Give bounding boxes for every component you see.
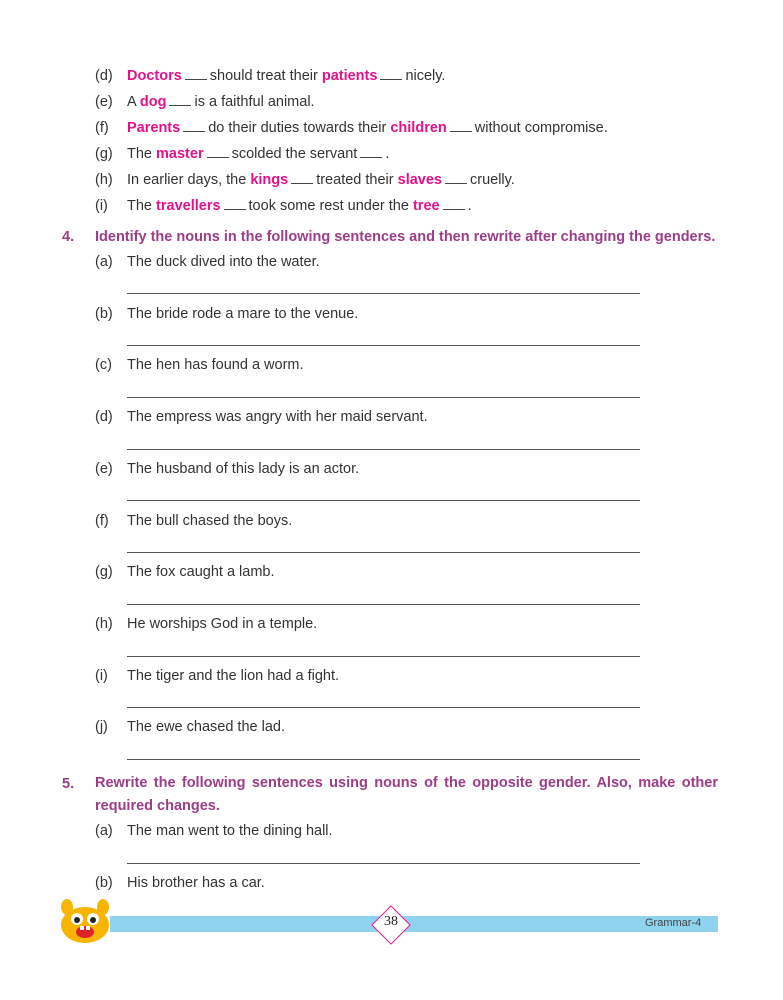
item-label: (e) <box>95 461 113 477</box>
highlight-noun: patients <box>321 68 378 84</box>
sentence: The ewe chased the lad. <box>127 719 285 735</box>
item-label: (i) <box>95 668 108 684</box>
item-label: (e) <box>95 94 113 110</box>
page-number: 38 <box>384 914 398 929</box>
sentence: The fox caught a lamb. <box>127 564 275 580</box>
item-label: (c) <box>95 357 112 373</box>
blank <box>450 119 472 132</box>
item-label: (h) <box>95 172 113 188</box>
sentence: The hen has found a worm. <box>127 357 304 373</box>
highlight-noun: slaves <box>397 172 442 188</box>
item-label: (b) <box>95 875 113 891</box>
answer-line[interactable] <box>127 707 640 708</box>
blank <box>291 171 313 184</box>
question-instruction: Rewrite the following sentences using nouns of the opposite gender. Also, make other required changes. <box>95 775 718 814</box>
footer-bar <box>110 916 718 932</box>
sentence: He worships God in a temple. <box>127 616 318 632</box>
item-label: (d) <box>95 409 113 425</box>
answer-line[interactable] <box>127 293 640 294</box>
blank <box>207 145 229 158</box>
blank <box>445 171 467 184</box>
item-label: (b) <box>95 306 113 322</box>
item-label: (f) <box>95 120 109 136</box>
highlight-noun: master <box>156 146 204 162</box>
sentence: The empress was angry with her maid servant. <box>127 409 428 425</box>
answer-line[interactable] <box>127 397 640 398</box>
mascot-icon <box>55 895 115 945</box>
answer-line[interactable] <box>127 656 640 657</box>
item-label: (g) <box>95 564 113 580</box>
item-label: (g) <box>95 146 113 162</box>
blank <box>185 67 207 80</box>
sentence: The tiger and the lion had a fight. <box>127 668 340 684</box>
answer-line[interactable] <box>127 345 640 346</box>
highlight-noun: Doctors <box>127 68 182 84</box>
item-label: (a) <box>95 254 113 270</box>
item-label: (f) <box>95 513 109 529</box>
highlight-noun: tree <box>412 198 440 214</box>
answer-line[interactable] <box>127 863 640 864</box>
highlight-noun: dog <box>139 94 167 110</box>
blank <box>380 67 402 80</box>
question-number: 4. <box>62 229 75 245</box>
item-label: (i) <box>95 198 108 214</box>
highlight-noun: travellers <box>156 198 221 214</box>
sentence: His brother has a car. <box>127 875 265 891</box>
sentence: The husband of this lady is an actor. <box>127 461 360 477</box>
item-label: (j) <box>95 719 108 735</box>
question-instruction: Identify the nouns in the following sentences and then rewrite after changing the genders. <box>95 229 716 245</box>
highlight-noun: kings <box>250 172 289 188</box>
highlight-noun: children <box>390 120 447 136</box>
answer-line[interactable] <box>127 500 640 501</box>
book-title: Grammar-4 <box>645 917 702 929</box>
question-number: 5. <box>62 776 75 792</box>
highlight-noun: Parents <box>127 120 181 136</box>
answer-line[interactable] <box>127 604 640 605</box>
blank <box>443 197 465 210</box>
answer-line[interactable] <box>127 552 640 553</box>
sentence: The bull chased the boys. <box>127 513 293 529</box>
sentence: The duck dived into the water. <box>127 254 320 270</box>
item-label: (a) <box>95 823 113 839</box>
item-label: (d) <box>95 68 113 84</box>
blank <box>360 145 382 158</box>
item-label: (h) <box>95 616 113 632</box>
blank <box>169 93 191 106</box>
blank <box>224 197 246 210</box>
sentence: The bride rode a mare to the venue. <box>127 306 359 322</box>
answer-line[interactable] <box>127 759 640 760</box>
sentence: The man went to the dining hall. <box>127 823 333 839</box>
answer-line[interactable] <box>127 449 640 450</box>
blank <box>183 119 205 132</box>
